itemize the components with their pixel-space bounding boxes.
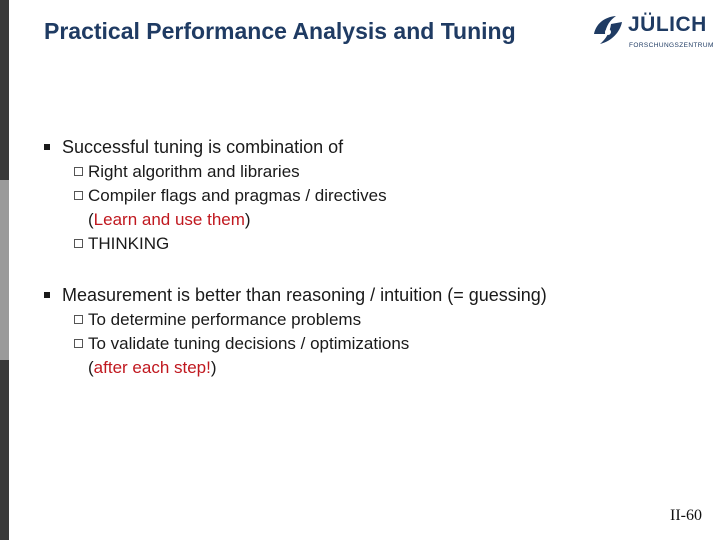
sub-bullet-item	[44, 232, 704, 256]
logo-mark-icon	[590, 14, 626, 48]
highlight-text: after each step!	[93, 358, 211, 377]
bullet-text	[44, 282, 704, 308]
paren-close: )	[244, 210, 251, 229]
bullet-item	[44, 282, 704, 380]
bullet-text	[44, 134, 704, 160]
checkbox-bullet-icon	[74, 315, 83, 324]
sub-bullet-item	[44, 184, 704, 208]
highlight-text: Learn and use them	[93, 210, 245, 229]
sub-bullet-label: To determine performance problems	[88, 310, 362, 329]
checkbox-bullet-icon	[74, 339, 83, 348]
sub-bullet-continuation	[44, 356, 704, 380]
square-bullet-icon	[44, 144, 50, 150]
juelich-logo	[588, 12, 714, 56]
sidebar-segment-light	[0, 180, 9, 360]
slide-title: Practical Performance Analysis and Tuning	[44, 18, 516, 44]
paren-open: (	[88, 358, 94, 377]
square-bullet-icon	[44, 292, 50, 298]
paren-close: )	[210, 358, 217, 377]
sub-bullet-label: THINKING	[88, 234, 170, 253]
bullet-item	[44, 134, 704, 256]
sub-bullet-continuation	[44, 208, 704, 232]
paren-open: (	[88, 210, 94, 229]
sidebar-segment-dark	[0, 360, 9, 540]
sidebar-stripe	[0, 0, 9, 540]
sub-bullet-label: Right algorithm and libraries	[88, 162, 300, 181]
logo-subtitle: FORSCHUNGSZENTRUM	[629, 42, 714, 49]
sub-bullet-item	[44, 308, 704, 332]
bullet-label: Successful tuning is combination of	[62, 137, 344, 157]
sub-bullet-item	[44, 332, 704, 356]
sub-bullet-label: Compiler flags and pragmas / directives	[88, 186, 387, 205]
checkbox-bullet-icon	[74, 191, 83, 200]
sub-bullet-label: To validate tuning decisions / optimizations	[88, 334, 410, 353]
checkbox-bullet-icon	[74, 167, 83, 176]
slide-body	[44, 134, 704, 404]
logo-wordmark: JÜLICH	[628, 13, 707, 36]
page-number: II-60	[670, 507, 702, 524]
sidebar-segment-dark	[0, 0, 9, 180]
bullet-label: Measurement is better than reasoning / intuition (= guessing)	[62, 285, 547, 305]
sub-bullet-item	[44, 160, 704, 184]
checkbox-bullet-icon	[74, 239, 83, 248]
